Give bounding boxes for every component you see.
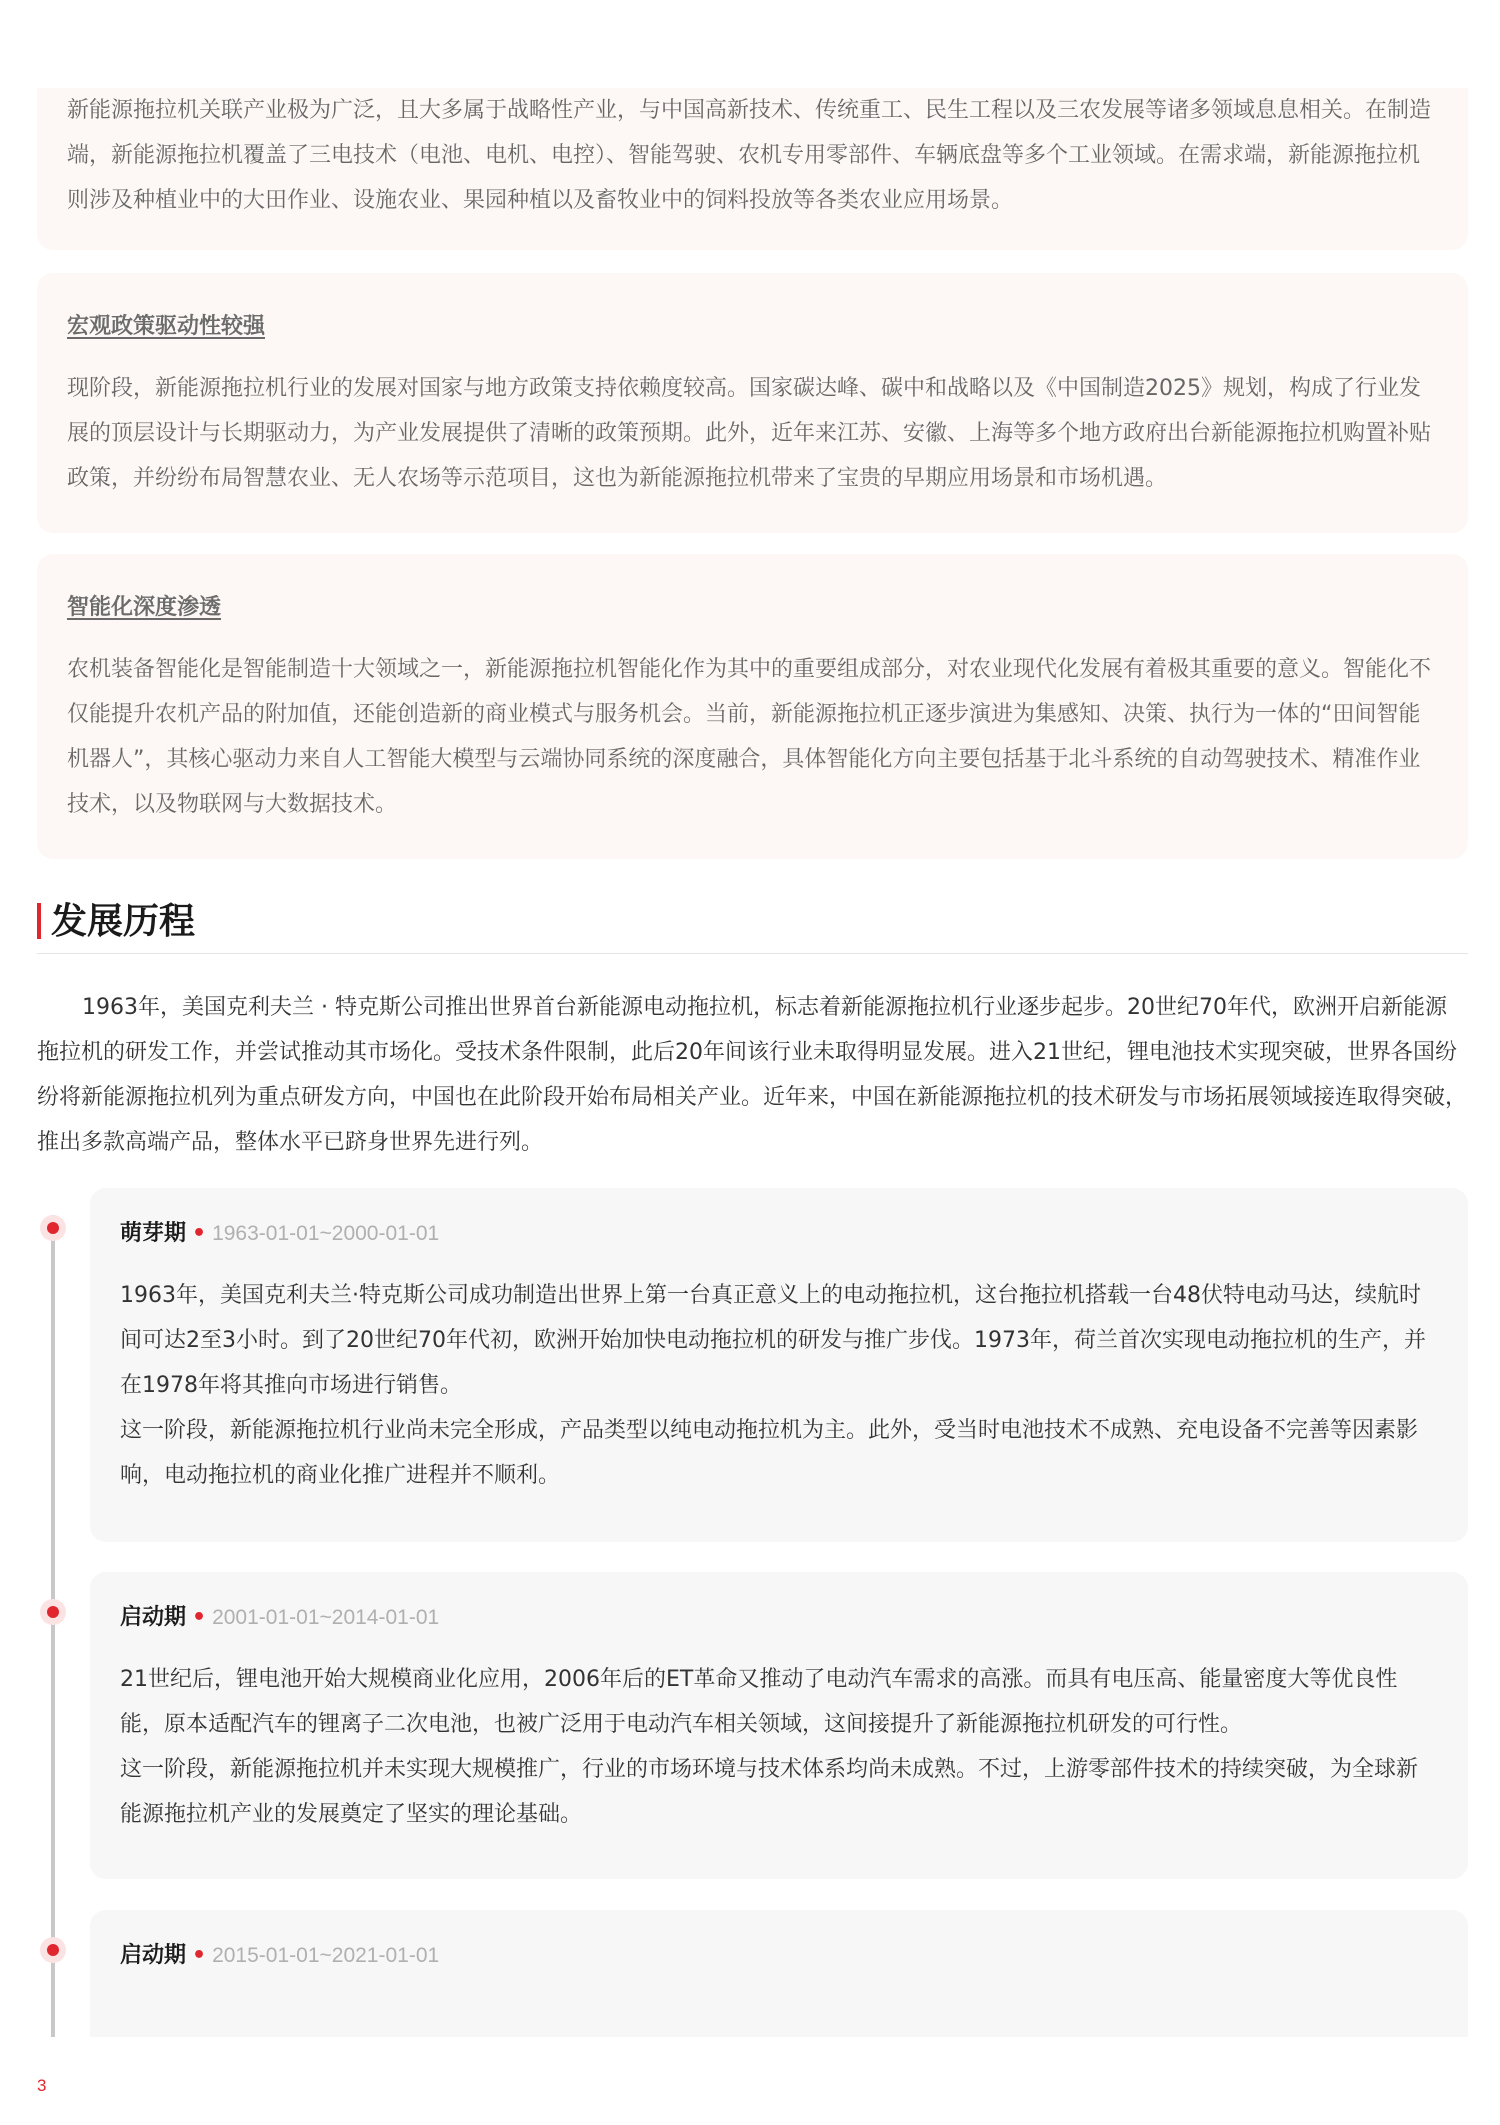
info-card-intelligence (37, 554, 1468, 859)
info-card-industry-linkage (37, 88, 1468, 250)
section-header (37, 888, 1468, 954)
phase-name: 萌芽期 (120, 1221, 187, 1246)
timeline-dot (40, 1937, 66, 1963)
phase-paragraph: 这一阶段，新能源拖拉机行业尚未完全形成，产品类型以纯电动拖拉机为主。此外，受当时电池技术不成熟、充电设备不完善等因素影响，电动拖拉机的商业化推广进程并不顺利。 (120, 1418, 1419, 1488)
phase-header (120, 1216, 439, 1247)
section-intro: 1963年，美国克利夫兰 · 特克斯公司推出世界首台新能源电动拖拉机，标志着新能源拖拉机行业逐步起步。20世纪70年代，欧洲开启新能源拖拉机的研发工作，并尝试推动其市场化。受技术条件限制，此后20年间该行业未取得明显发展。进入21世纪，锂电池技术实现突破，世界各国纷纷将新能源拖拉机列为重点研发方向，中国也在此阶段开始布局相关产业。近年来，中国在新能源拖拉机的技术研发与市场拓展领域接连取得突破，推出多款高端产品，整体水平已跻身世界先进行列。 (37, 995, 1468, 1155)
info-card-policy (37, 273, 1468, 533)
timeline-line (51, 1215, 55, 2037)
phase-header (120, 1938, 439, 1969)
section-accent-bar (37, 903, 41, 939)
phase-separator: • (192, 1605, 207, 1630)
info-card-title: 智能化深度渗透 (67, 595, 222, 620)
phase-dates: 1963-01-01~2000-01-01 (212, 1222, 440, 1245)
phase-body (120, 1273, 1438, 1498)
phase-card (90, 1572, 1468, 1879)
phase-separator: • (192, 1943, 207, 1968)
section-title: 发展历程 (51, 901, 196, 942)
phase-name: 启动期 (120, 1943, 187, 1968)
timeline-dot (40, 1599, 66, 1625)
phase-paragraph: 这一阶段，新能源拖拉机并未实现大规模推广，行业的市场环境与技术体系均尚未成熟。不过，上游零部件技术的持续突破，为全球新能源拖拉机产业的发展奠定了坚实的理论基础。 (120, 1757, 1419, 1827)
phase-name: 启动期 (120, 1605, 187, 1630)
phase-card (90, 1188, 1468, 1542)
phase-separator: • (192, 1221, 207, 1246)
page-number: 3 (37, 2076, 47, 2095)
phase-paragraph: 1963年，美国克利夫兰·特克斯公司成功制造出世界上第一台真正意义上的电动拖拉机，这台拖拉机搭载一台48伏特电动马达，续航时间可达2至3小时。到了20世纪70年代初，欧洲开始加快电动拖拉机的研发与推广步伐。1973年，荷兰首次实现电动拖拉机的生产，并在1978年将其推向市场进行销售。 (120, 1283, 1426, 1398)
phase-body (120, 1657, 1438, 1837)
phase-dates: 2001-01-01~2014-01-01 (212, 1606, 440, 1629)
info-card-title: 宏观政策驱动性较强 (67, 314, 266, 339)
phase-paragraph: 21世纪后，锂电池开始大规模商业化应用，2006年后的ET革命又推动了电动汽车需求的高涨。而具有电压高、能量密度大等优良性能，原本适配汽车的锂离子二次电池，也被广泛用于电动汽车相关领域，这间接提升了新能源拖拉机研发的可行性。 (120, 1667, 1398, 1737)
info-card-body: 新能源拖拉机关联产业极为广泛，且大多属于战略性产业，与中国高新技术、传统重工、民生工程以及三农发展等诸多领域息息相关。在制造端，新能源拖拉机覆盖了三电技术（电池、电机、电控）、智能驾驶、农机专用零部件、车辆底盘等多个工业领域。在需求端，新能源拖拉机则涉及种植业中的大田作业、设施农业、果园种植以及畜牧业中的饲料投放等各类农业应用场景。 (67, 98, 1432, 213)
timeline-dot (40, 1215, 66, 1241)
info-card-body: 农机装备智能化是智能制造十大领域之一，新能源拖拉机智能化作为其中的重要组成部分，对农业现代化发展有着极其重要的意义。智能化不仅能提升农机产品的附加值，还能创造新的商业模式与服务机会。当前，新能源拖拉机正逐步演进为集感知、决策、执行为一体的“田间智能机器人”，其核心驱动力来自人工智能大模型与云端协同系统的深度融合，具体智能化方向主要包括基于北斗系统的自动驾驶技术、精准作业技术，以及物联网与大数据技术。 (67, 657, 1432, 817)
phase-dates: 2015-01-01~2021-01-01 (212, 1944, 440, 1967)
info-card-body: 现阶段，新能源拖拉机行业的发展对国家与地方政策支持依赖度较高。国家碳达峰、碳中和战略以及《中国制造2025》规划，构成了行业发展的顶层设计与长期驱动力，为产业发展提供了清晰的政策预期。此外，近年来江苏、安徽、上海等多个地方政府出台新能源拖拉机购置补贴政策，并纷纷布局智慧农业、无人农场等示范项目，这也为新能源拖拉机带来了宝贵的早期应用场景和市场机遇。 (67, 376, 1432, 491)
phase-header (120, 1600, 439, 1631)
phase-card (90, 1910, 1468, 2037)
